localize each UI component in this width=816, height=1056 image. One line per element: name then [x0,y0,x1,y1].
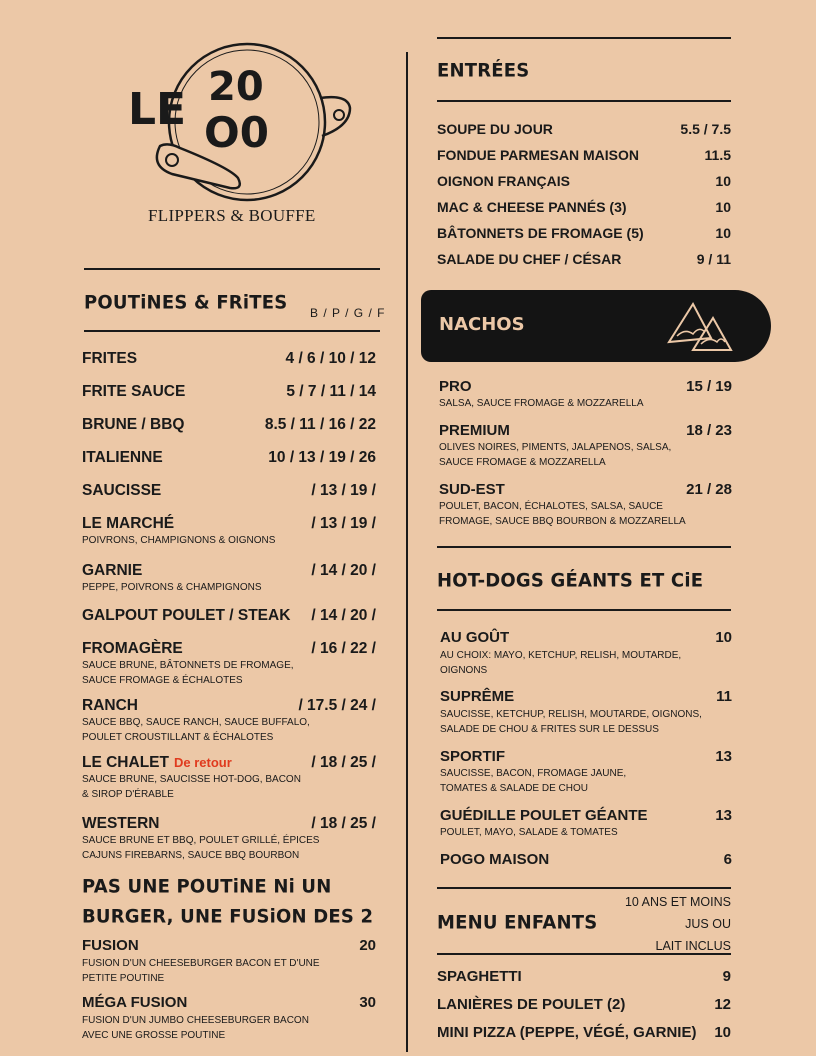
item-price: 9 / 11 [696,251,731,267]
item-name: SPAGHETTI [437,968,522,985]
item-price: 12 [714,996,731,1013]
item-price: 10 / 13 / 19 / 26 [268,449,376,466]
item-description: OIGNONS [440,665,488,676]
item-name: FRITE SAUCE [82,383,186,400]
item-name: LE MARCHÉ [82,515,175,532]
item-name: PRO [439,378,472,395]
item-description: POIVRONS, CHAMPIGNONS & OIGNONS [82,535,276,546]
item-price: 10 [714,1024,731,1041]
item-price: 18 / 23 [686,422,732,439]
divider [437,100,731,102]
item-description: OLIVES NOIRES, PIMENTS, JALAPENOS, SALSA, [439,442,672,453]
item-description: SAUCE FROMAGE & MOZZARELLA [439,457,606,468]
item-price: / 18 / 25 / [311,754,376,771]
divider [437,37,731,39]
item-description: SAUCISSE, BACON, FROMAGE JAUNE, [440,768,627,779]
item-price: 8.5 / 11 / 16 / 22 [264,416,376,433]
item-price: 10 [715,225,731,241]
item-price: / 14 / 20 / [311,562,376,579]
logo [120,36,360,246]
item-name: GARNIE [82,562,143,579]
divider [84,330,380,332]
item-name: SUD-EST [439,481,505,498]
entrees-title: ENTRÉES [437,59,530,82]
divider [437,546,731,548]
item-description: AU CHOIX: MAYO, KETCHUP, RELISH, MOUTARDE, [440,650,682,661]
item-name: GUÉDILLE POULET GÉANTE [440,807,648,824]
item-name: SUPRÊME [440,688,515,705]
divider [437,887,731,889]
divider [84,268,380,270]
nachos-banner [421,290,771,362]
item-price: 5 / 7 / 11 / 14 [286,383,376,400]
logo-digits-bottom: O0 [204,108,269,157]
fusion-title-line2: BURGER, UNE FUSiON DES 2 [82,905,374,928]
item-name: ITALIENNE [82,449,163,466]
item-name: FROMAGÈRE [82,640,183,657]
poutines-title: POUTiNES & FRiTES [84,291,288,314]
item-description: PETITE POUTINE [82,973,165,984]
item-price: 10 [715,173,731,189]
nachos-title: NACHOS [439,314,525,335]
item-price: 10 [715,629,732,646]
item-price: 5.5 / 7.5 [680,121,731,137]
hotdogs-title: HOT-DOGS GÉANTS ET CiE [437,569,704,592]
item-description: SAUCE BBQ, SAUCE RANCH, SAUCE BUFFALO, [82,717,310,728]
item-price: / 14 / 20 / [311,607,376,624]
note-line: 10 ANS ET MOINS [624,895,731,909]
item-price: 4 / 6 / 10 / 12 [285,350,376,367]
item-price: 15 / 19 [686,378,732,395]
item-price: 9 [722,968,731,985]
size-legend: B / P / G / F [310,306,386,320]
item-price: 11 [716,688,732,705]
note-line: JUS OU [685,917,731,931]
logo-digits-top: 20 [208,64,264,110]
item-name: MAC & CHEESE PANNÉS (3) [437,199,627,215]
item-description: TOMATES & SALADE DE CHOU [440,783,588,794]
item-price: / 16 / 22 / [311,640,376,657]
item-name: LE CHALET [82,754,169,771]
item-price: / 18 / 25 / [311,815,376,832]
item-name: FUSION [82,937,139,954]
fusion-title-line1: PAS UNE POUTiNE Ni UN [82,875,332,898]
item-description: POULET CROUSTILLANT & ÉCHALOTES [82,732,274,743]
item-description: POULET, BACON, ÉCHALOTES, SALSA, SAUCE [439,501,663,512]
column-divider [406,52,408,1052]
item-description: FROMAGE, SAUCE BBQ BOURBON & MOZZARELLA [439,516,686,527]
item-name: FRITES [82,350,138,367]
item-price: / 13 / 19 / [311,482,376,499]
item-price: 6 [723,851,732,868]
returning-badge: De retour [174,755,232,770]
item-name: SALADE DU CHEF / CÉSAR [437,251,622,267]
item-price: 11.5 [704,147,731,163]
item-price: 10 [715,199,731,215]
divider [437,609,731,611]
item-description: SALADE DE CHOU & FRITES SUR LE DESSUS [440,724,659,735]
item-price: 13 [715,748,732,765]
item-name: SOUPE DU JOUR [437,121,553,137]
item-name: WESTERN [82,815,160,832]
item-description: & SIROP D'ÉRABLE [82,789,174,800]
divider [437,953,731,955]
note-line: LAIT INCLUS [655,939,731,953]
item-name: MÉGA FUSION [82,994,188,1011]
logo-le: LE [128,84,187,135]
item-description: SAUCE BRUNE ET BBQ, POULET GRILLÉ, ÉPICES [82,835,320,846]
item-name: LANIÈRES DE POULET (2) [437,996,626,1013]
item-price: 21 / 28 [686,481,732,498]
item-description: POULET, MAYO, SALADE & TOMATES [440,827,618,838]
item-name: BÂTONNETS DE FROMAGE (5) [437,225,644,241]
item-name: AU GOÛT [440,629,510,646]
item-name: SAUCISSE [82,482,162,499]
item-price: 30 [359,994,376,1011]
item-price: / 13 / 19 / [311,515,376,532]
item-description: SALSA, SAUCE FROMAGE & MOZZARELLA [439,398,644,409]
item-description: SAUCE FROMAGE & ÉCHALOTES [82,675,243,686]
item-price: / 17.5 / 24 / [298,697,376,714]
item-name: OIGNON FRANÇAIS [437,173,570,189]
item-description: SAUCE BRUNE, SAUCISSE HOT-DOG, BACON [82,774,301,785]
item-name: GALPOUT POULET / STEAK [82,607,291,624]
item-price: 13 [715,807,732,824]
nacho-chips-icon [663,296,737,356]
enfants-title: MENU ENFANTS [437,911,598,934]
enfants-note [625,891,731,957]
item-name: RANCH [82,697,138,714]
item-name: PREMIUM [439,422,510,439]
item-description: FUSION D'UN JUMBO CHEESEBURGER BACON [82,1015,309,1026]
logo-subtitle: FLIPPERS & BOUFFE [148,206,316,225]
item-description: CAJUNS FIREBARNS, SAUCE BBQ BOURBON [82,850,300,861]
item-description: FUSION D'UN CHEESEBURGER BACON ET D'UNE [82,958,320,969]
item-description: SAUCE BRUNE, BÂTONNETS DE FROMAGE, [82,660,294,671]
item-description: SAUCISSE, KETCHUP, RELISH, MOUTARDE, OIGNONS, [440,709,702,720]
item-description: PEPPE, POIVRONS & CHAMPIGNONS [82,582,262,593]
item-name: MINI PIZZA (PEPPE, VÉGÉ, GARNIE) [437,1024,697,1041]
item-price: 20 [359,937,376,954]
item-name: BRUNE / BBQ [82,416,185,433]
item-name: SPORTIF [440,748,506,765]
item-name: FONDUE PARMESAN MAISON [437,147,639,163]
item-name: POGO MAISON [440,851,550,868]
item-description: AVEC UNE GROSSE POUTINE [82,1030,226,1041]
